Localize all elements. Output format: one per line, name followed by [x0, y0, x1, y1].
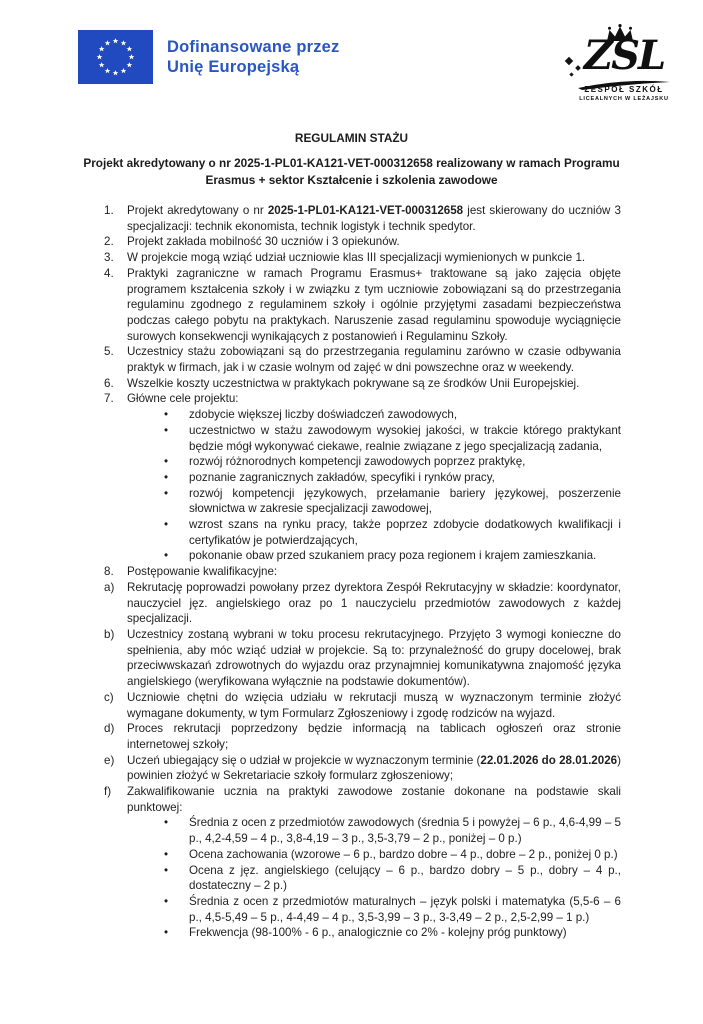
bullet-item [100, 847, 621, 863]
item-text: Projekt akredytowany o nr 2025-1-PL01-KA121-VET-000312658 jest skierowany do uczniów 3 specjalizacji: technik ekonomista, technik logistyk i technik spedytor. [127, 204, 621, 233]
school-logo [566, 22, 682, 108]
item-text: wzrost szans na rynku pracy, także poprzez zdobycie dodatkowych kwalifikacji i certyfikatów je potwierdzających, [189, 518, 621, 547]
list-item [100, 564, 621, 580]
bullet-item [100, 548, 621, 564]
bullet-item [100, 454, 621, 470]
item-marker: 2. [104, 235, 114, 249]
item-marker: 5. [104, 345, 114, 359]
list-item [100, 376, 621, 392]
item-text: uczestnictwo w stażu zawodowym wysokiej jakości, w trakcie którego praktykant będzie mógł wykonywać ciekawe, realnie związane z jego specjalizacją zadania, [189, 423, 621, 453]
item-marker: • [164, 423, 169, 437]
list-item [100, 784, 621, 815]
item-text: poznanie zagranicznych zakładów, specyfiki i rynków pracy, [189, 470, 495, 484]
bullet-item [100, 925, 621, 941]
item-text: Główne cele projektu: [127, 392, 239, 406]
item-text: Uczniowie chętni do wzięcia udziału w rekrutacji muszą w wyznaczonym terminie złożyć wymagane dokumenty, w tym Formularz Zgłoszeniowy i zgodę rodziców na wyjazd. [127, 690, 621, 720]
list-item [100, 627, 621, 690]
regulation-list [100, 203, 621, 941]
bullet-item [100, 486, 621, 517]
item-text: Praktyki zagraniczne w ramach Programu Erasmus+ traktowane są jako zajęcia objęte programem kształcenia szkoły i w związku z tym uczniowie zobowiązani są do przestrzegania regulaminu zgodnego z regulaminem szkoły i ogólnie przyjętymi zasadami bezpieczeństwa podczas całego pobytu na praktykach. Naruszenie zasad regulaminu spowoduje wyciągnięcie surowych konsekwencji wynikających z postanowień i Regulaminu Szkoły. [127, 266, 621, 343]
bullet-item [100, 517, 621, 548]
item-text: Frekwencja (98-100% - 6 p., analogicznie co 2% - kolejny próg punktowy) [189, 926, 567, 940]
item-marker: • [164, 470, 169, 484]
item-text: Proces rekrutacji poprzedzony będzie informacją na tablicach ogłoszeń oraz stronie internetowej szkoły; [127, 722, 621, 751]
item-marker: • [164, 816, 169, 830]
item-marker: • [164, 549, 169, 563]
list-item [100, 266, 621, 345]
list-item [100, 580, 621, 627]
document-subtitle: Projekt akredytowany o nr 2025-1-PL01-KA121-VET-000312658 realizowany w ramach Programu Erasmus + sektor Kształcenie i szkolenia zawodowe [83, 156, 620, 187]
item-text: Średnia z ocen z przedmiotów maturalnych – język polski i matematyka (5,5-6 – 6 p., 4,5-5,49 – 5 p., 4-4,49 – 4 p., 3,5-3,99 – 3 p., 3-3,49 – 2 p., 2,5-2,99 – 1 p.) [189, 894, 621, 924]
item-text: rozwój kompetencji językowych, przełamanie bariery językowej, poszerzenie słownictwa w zakresie specjalizacji zawodowej, [189, 486, 621, 516]
item-text: Ocena z jęz. angielskiego (celujący – 6 p., bardzo dobry – 5 p., dobry – 4 p., dostateczny – 2 p.) [189, 863, 621, 893]
eu-cofunding-logo [78, 30, 340, 84]
eu-logo-caption-line2: Unię Europejską [167, 58, 300, 76]
bullet-item [100, 470, 621, 486]
item-marker: 7. [104, 392, 114, 406]
item-text: Wszelkie koszty uczestnictwa w praktykach pokrywane są ze środków Unii Europejskiej. [127, 376, 580, 390]
item-marker: 4. [104, 266, 114, 280]
item-marker: 6. [104, 376, 114, 390]
list-item [100, 203, 621, 234]
school-name-line2: LICEALNYCH W LEŻAJSKU [579, 96, 669, 102]
list-item [100, 344, 621, 375]
item-text: Ocena zachowania (wzorowe – 6 p., bardzo dobre – 4 p., dobre – 2 p., poniżej 0 p.) [189, 847, 618, 861]
item-marker: • [164, 408, 169, 422]
item-marker: • [164, 518, 169, 532]
school-name-line1: ZESPÓŁ SZKÓŁ [584, 85, 664, 94]
item-marker: • [164, 863, 169, 877]
list-item [100, 721, 621, 752]
item-text: W projekcie mogą wziąć udział uczniowie klas III specjalizacji wymienionych w punkcie 1. [127, 251, 586, 265]
list-item [100, 753, 621, 784]
item-marker: 8. [104, 565, 114, 579]
bullet-item [100, 815, 621, 846]
item-marker: • [164, 486, 169, 500]
item-text: Postępowanie kwalifikacyjne: [127, 565, 278, 579]
item-marker: f) [104, 785, 112, 799]
item-marker: • [164, 455, 169, 469]
list-item [100, 250, 621, 266]
eu-logo-caption-line1: Dofinansowane przez [167, 38, 340, 56]
item-marker: c) [104, 690, 114, 704]
logo-diamond-decoration [565, 57, 573, 65]
item-marker: • [164, 894, 169, 908]
item-text: Projekt zakłada mobilność 30 uczniów i 3 opiekunów. [127, 235, 400, 249]
logo-diamond-decoration [569, 72, 573, 76]
item-marker: 1. [104, 204, 114, 217]
bullet-item [100, 863, 621, 894]
eu-flag-icon [78, 30, 153, 84]
item-text: Uczeń ubiegający się o udział w projekcie w wyznaczonym terminie (22.01.2026 do 28.01.2026) powinien złożyć w Sekretariacie szkoły formularz zgłoszeniowy; [127, 753, 621, 783]
item-text: Uczestnicy stażu zobowiązani są do przestrzegania regulaminu zarówno w czasie odbywania praktyk w firmach, jak i w czasie wolnym od zajęć w dni powszechne oraz w weekendy. [127, 345, 621, 375]
bullet-item [100, 894, 621, 925]
list-item [100, 391, 621, 407]
item-marker: • [164, 847, 169, 861]
item-marker: e) [104, 753, 115, 767]
item-text: Rekrutację poprowadzi powołany przez dyrektora Zespół Rekrutacyjny w składzie: koordynator, nauczyciel jęz. angielskiego oraz po 1 nauczycielu przedmiotów zawodowych z każdej specjalizacji. [127, 580, 621, 626]
item-text: pokonanie obaw przed szukaniem pracy poza regionem i krajem zamieszkania. [189, 549, 597, 563]
item-marker: 3. [104, 251, 114, 265]
list-item [100, 234, 621, 250]
item-marker: a) [104, 580, 115, 594]
item-marker: b) [104, 627, 115, 641]
item-text: Zakwalifikowanie ucznia na praktyki zawodowe zostanie dokonane na podstawie skali punktowej: [127, 785, 621, 814]
item-text: rozwój różnorodnych kompetencji zawodowych poprzez praktykę, [189, 455, 526, 469]
item-marker: • [164, 926, 169, 940]
item-text: Średnia z ocen z przedmiotów zawodowych (średnia 5 i powyżej – 6 p., 4,6-4,99 – 5 p., 4,2-4,59 – 4 p., 3,8-4,19 – 3 p., 3,5-3,79 – 2 p., poniżej – 0 p.) [189, 816, 621, 846]
eu-logo-caption [167, 37, 340, 77]
bullet-item [100, 423, 621, 454]
bullet-item [100, 407, 621, 423]
item-marker: d) [104, 722, 115, 736]
item-text: Uczestnicy zostaną wybrani w toku procesu rekrutacyjnego. Przyjęto 3 wymogi konieczne do spełnienia, aby móc wziąć udział w projekcie. Są to: przynależność do grupy docelowej, brak przeciwwskazań zdrowotnych do wyjazdu oraz przynajmniej komunikatywna znajomość języka angielskiego (weryfikowana wyłącznie na podstawie dokumentów). [127, 627, 621, 689]
list-item [100, 690, 621, 721]
school-logo-acronym: ZSL [583, 32, 665, 79]
document-title: REGULAMIN STAŻU [294, 131, 409, 145]
item-text: zdobycie większej liczby doświadczeń zawodowych, [189, 408, 458, 422]
